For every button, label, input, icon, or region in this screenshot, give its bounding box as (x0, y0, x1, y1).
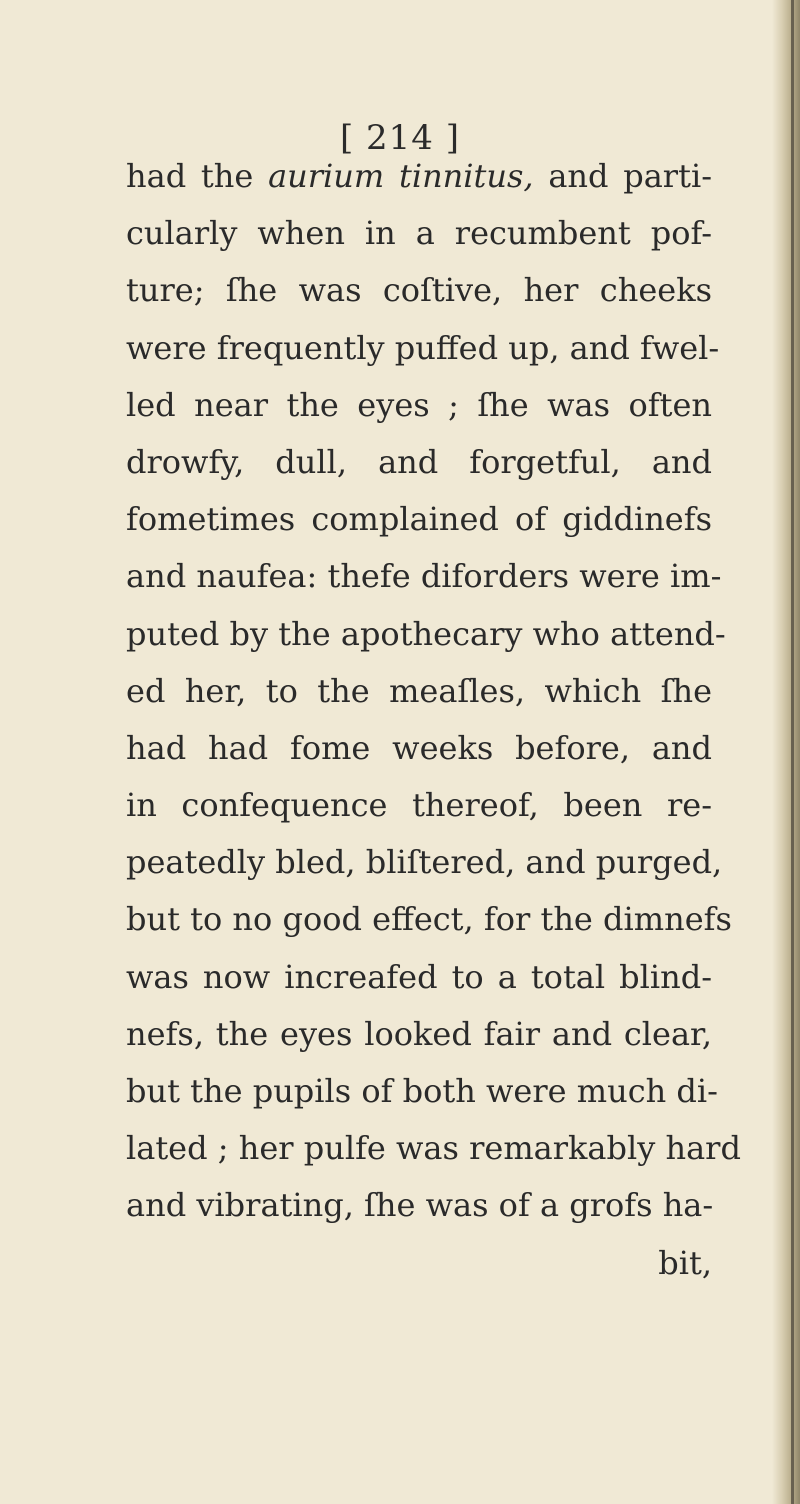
page-edge-line (791, 0, 794, 1504)
text-line: lated ; her pulfe was remarkably hard (126, 1129, 741, 1168)
text-line: were frequently puffed up, and fwel- (126, 328, 720, 367)
text-line: and naufea: thefe diforders were im- (126, 557, 722, 596)
text-line: ed her, to the meaſles, which ſhe (126, 671, 712, 710)
text-line: peatedly bled, bliſtered, and purged, (126, 843, 723, 882)
text-line: in confequence thereof, been re- (126, 786, 712, 825)
text-line: but the pupils of both were much di- (126, 1072, 718, 1110)
body-text (126, 148, 741, 1292)
text-line: puted by the apothecary who attend- (126, 614, 726, 653)
text-line: ture; ſhe was coſtive, her cheeks (126, 271, 712, 310)
text-line: nefs, the eyes looked fair and clear, (126, 1014, 712, 1053)
text-line: and vibrating, ſhe was of a grofs ha- (126, 1186, 714, 1225)
text-line: but to no good effect, for the dimnefs (126, 900, 732, 939)
text-line: cularly when in a recumbent pof- (126, 214, 712, 253)
text-line: was now increafed to a total blind- (126, 957, 712, 996)
page-edge-shadow (772, 0, 800, 1504)
text-line (126, 148, 712, 205)
text-line: drowfy, dull, and forgetful, and (126, 442, 712, 481)
text-line: fometimes complained of giddinefs (126, 500, 712, 539)
text-line: had had fome weeks before, and (126, 728, 712, 767)
text-line: led near the eyes ; ſhe was often (126, 385, 712, 424)
italic-phrase: aurium tinnitus, (268, 157, 534, 195)
catchword: bit, (658, 1243, 712, 1282)
text-segment: had the (126, 157, 269, 195)
text-segment: and parti- (533, 157, 713, 195)
page-number-header: [ 214 ] (339, 118, 461, 158)
